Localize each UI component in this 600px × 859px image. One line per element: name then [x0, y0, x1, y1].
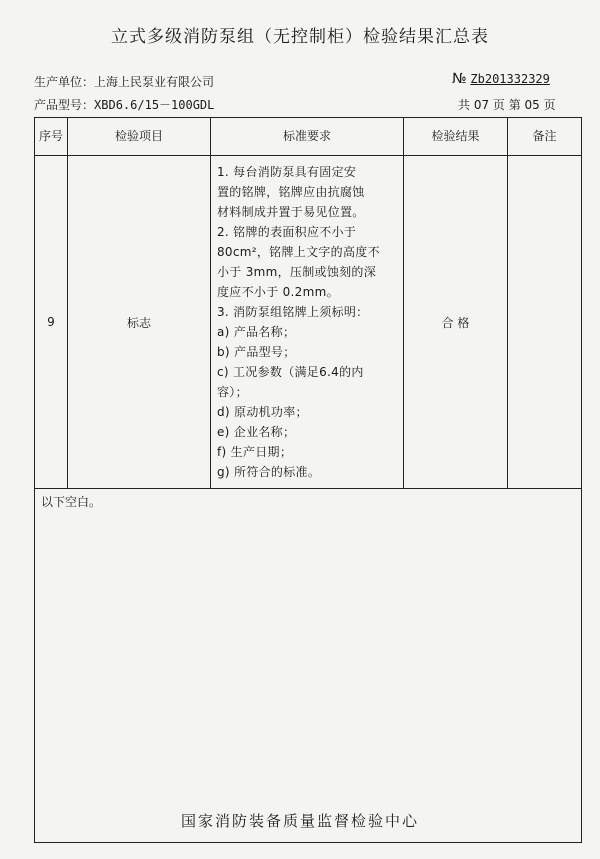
- page-info: 共 07 页 第 05 页: [458, 98, 556, 112]
- model-label: 产品型号：: [34, 98, 95, 112]
- results-table: [34, 117, 582, 843]
- col-header-result: 检验结果: [404, 118, 508, 156]
- requirement-line: g) 所符合的标准。: [217, 465, 321, 479]
- producer-value: 上海上民泵业有限公司: [94, 75, 215, 89]
- document-title: 立式多级消防泵组（无控制柜）检验结果汇总表: [111, 27, 489, 47]
- model-value: XBD6.6/15－100GDL: [94, 98, 215, 112]
- requirement-line: d) 原动机功率；: [217, 405, 308, 419]
- requirement-line: b) 产品型号；: [217, 345, 296, 359]
- requirement-line: f) 生产日期；: [217, 445, 293, 459]
- row-result: 合 格: [404, 156, 508, 489]
- requirement-line: 材料制成并置于易见位置。: [217, 205, 365, 219]
- issuing-organization: 国家消防装备质量监督检验中心: [180, 812, 419, 830]
- requirement-line: 1. 每台消防泵具有固定安: [217, 165, 357, 179]
- producer-label: 生产单位：: [34, 75, 95, 89]
- requirement-line: 80cm²，铭牌上文字的高度不: [217, 245, 380, 259]
- col-header-requirement: 标准要求: [211, 118, 404, 156]
- table-header-row: [35, 118, 582, 156]
- report-number-value: Zb201332329: [470, 72, 550, 86]
- col-header-index: 序号: [35, 118, 68, 156]
- requirement-line: 小于 3mm，压制或蚀刻的深: [217, 265, 377, 279]
- requirement-line: 置的铭牌，铭牌应由抗腐蚀: [217, 185, 365, 199]
- row-index: 9: [35, 156, 68, 489]
- requirement-line: e) 企业名称；: [217, 425, 296, 439]
- requirement-line: 2. 铭牌的表面积应不小于: [217, 225, 357, 239]
- row-requirements: [211, 156, 404, 489]
- requirement-line: 3. 消防泵组铭牌上须标明：: [217, 305, 369, 319]
- row-item: 标志: [68, 156, 211, 489]
- number-symbol: №: [452, 71, 467, 87]
- blank-row: [35, 489, 582, 843]
- col-header-remark: 备注: [508, 118, 582, 156]
- table-row: [35, 156, 582, 489]
- row-remark: [508, 156, 582, 489]
- requirement-line: c) 工况参数（满足6.4的内: [217, 365, 364, 379]
- blank-note: 以下空白。: [35, 489, 582, 843]
- model-line: [34, 96, 214, 113]
- requirement-line: 度应不小于 0.2mm。: [217, 285, 339, 299]
- col-header-item: 检验项目: [68, 118, 211, 156]
- requirement-line: 容）；: [217, 385, 248, 399]
- report-number: [452, 71, 550, 87]
- requirement-line: a) 产品名称；: [217, 325, 296, 339]
- producer-line: [34, 73, 214, 90]
